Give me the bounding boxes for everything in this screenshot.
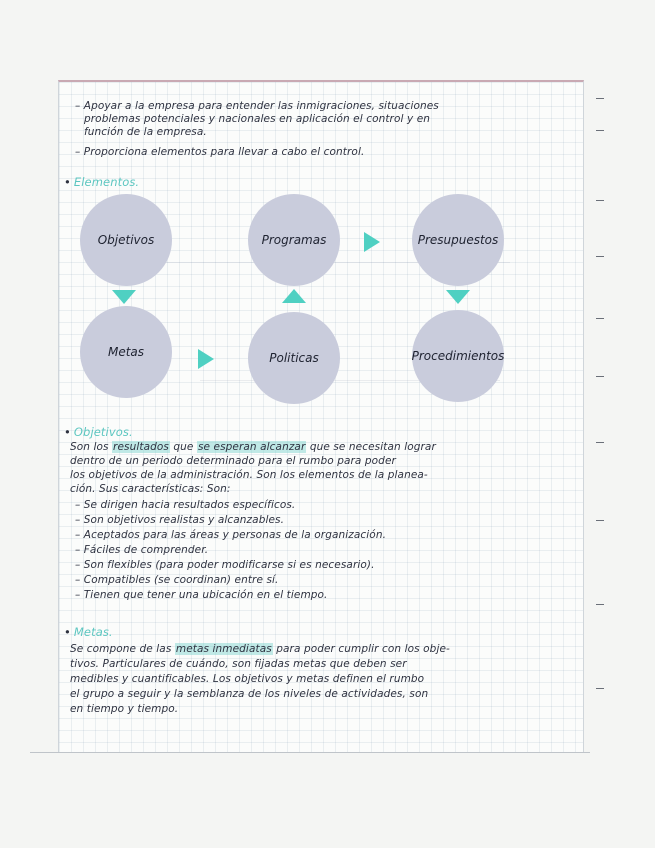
metas-line: en tiempo y tiempo. — [70, 703, 179, 715]
intro-line: – Apoyar a la empresa para entender las inmigraciones, situaciones — [75, 100, 439, 112]
arrow-programas-to-presupuestos — [364, 232, 380, 252]
metas-line: el grupo a seguir y la semblanza de los niveles de actividades, son — [70, 688, 429, 700]
section-heading-metas: • Metas. — [64, 625, 113, 639]
margin-tick — [596, 376, 604, 377]
metas-line: medibles y cuantificables. Los objetivos y metas definen el rumbo — [70, 673, 425, 685]
objetivos-line: dentro de un periodo determinado para el rumbo para poder — [70, 455, 396, 467]
objetivos-list-item: – Aceptados para las áreas y personas de la organización. — [75, 529, 387, 541]
margin-tick — [596, 604, 604, 605]
intro-line: – Proporciona elementos para llevar a cabo el control. — [75, 146, 365, 158]
node-programas: Programas — [248, 194, 340, 286]
margin-tick — [596, 256, 604, 257]
section-heading-elementos: • Elementos. — [64, 175, 140, 189]
arrow-metas-to-politicas — [198, 349, 214, 369]
objetivos-list-item: – Tienen que tener una ubicación en el tiempo. — [75, 589, 328, 601]
objetivos-list-item: – Fáciles de comprender. — [75, 544, 209, 556]
metas-line: Se compone de las metas inmediatas para poder cumplir con los obje- — [70, 643, 450, 655]
objetivos-list-item: – Se dirigen hacia resultados específicos. — [75, 499, 296, 511]
margin-tick — [596, 442, 604, 443]
margin-tick — [596, 318, 604, 319]
margin-tick — [596, 98, 604, 99]
page-edge-line — [30, 752, 590, 753]
intro-line: función de la empresa. — [84, 126, 207, 138]
objetivos-line: Son los resultados que se esperan alcanzar que se necesitan lograr — [70, 441, 436, 453]
arrow-politicas-to-programas — [282, 289, 306, 303]
node-presupuestos: Presupuestos — [412, 194, 504, 286]
margin-tick — [596, 688, 604, 689]
node-politicas: Politicas — [248, 312, 340, 404]
section-heading-objetivos: • Objetivos. — [64, 425, 133, 439]
arrow-presupuestos-to-procedimientos — [446, 290, 470, 304]
intro-line: problemas potenciales y nacionales en aplicación el control y en — [84, 113, 431, 125]
node-procedimientos: Procedimientos — [412, 310, 504, 402]
objetivos-list-item: – Son flexibles (para poder modificarse si es necesario). — [75, 559, 375, 571]
objetivos-list-item: – Compatibles (se coordinan) entre sí. — [75, 574, 279, 586]
node-metas: Metas — [80, 306, 172, 398]
objetivos-list-item: – Son objetivos realistas y alcanzables. — [75, 514, 285, 526]
objetivos-line: los objetivos de la administración. Son los elementos de la planea- — [70, 469, 428, 481]
margin-tick — [596, 520, 604, 521]
metas-line: tivos. Particulares de cuándo, son fijadas metas que deben ser — [70, 658, 407, 670]
node-objetivos: Objetivos — [80, 194, 172, 286]
objetivos-line: ción. Sus características: Son: — [70, 483, 231, 495]
margin-tick — [596, 130, 604, 131]
margin-tick — [596, 200, 604, 201]
arrow-objetivos-to-metas — [112, 290, 136, 304]
